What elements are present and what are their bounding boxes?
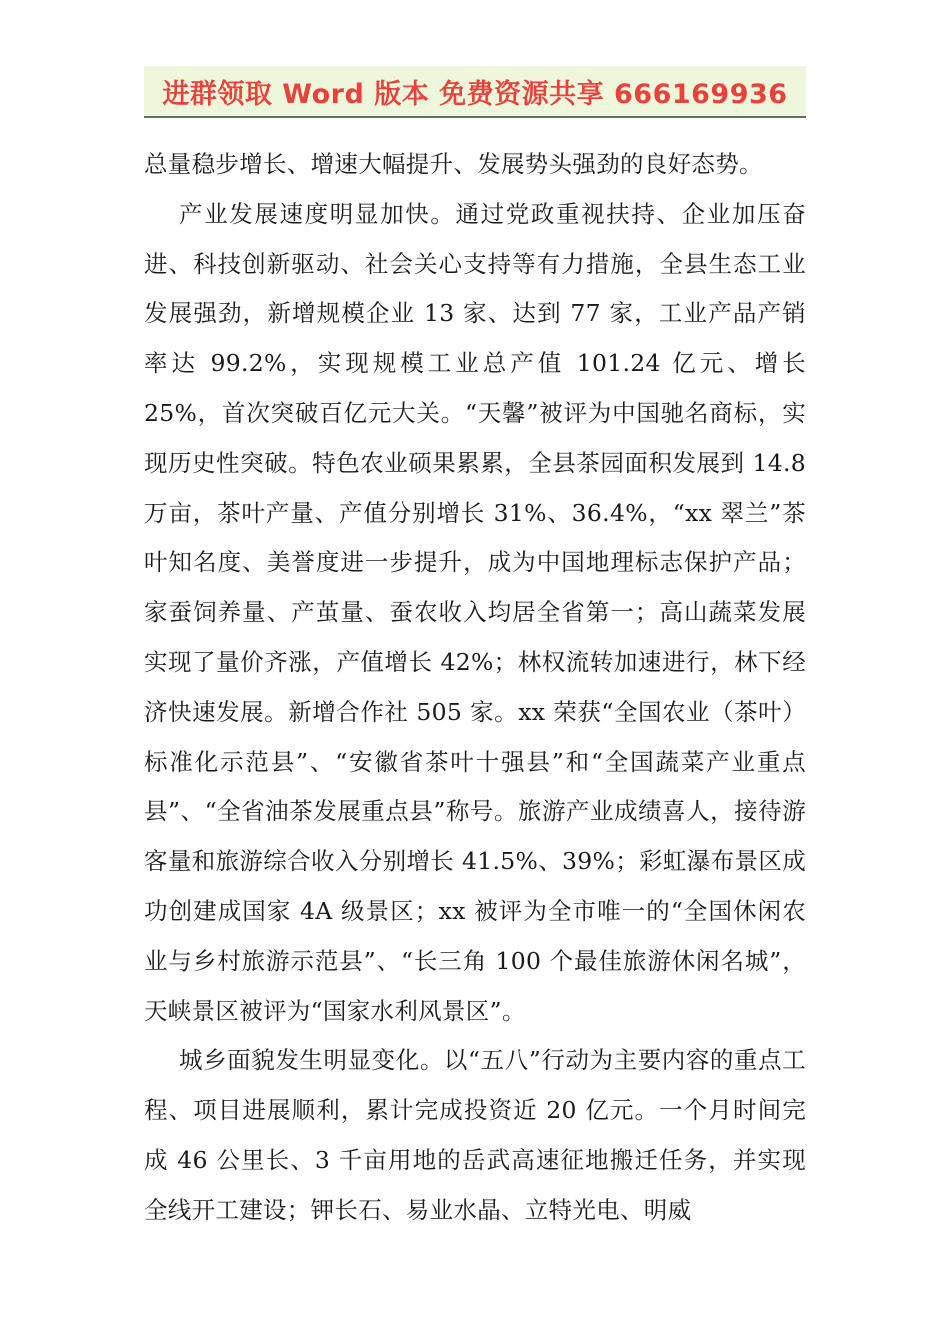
watermark-banner bbox=[144, 66, 806, 118]
paragraph-continuation: 总量稳步增长、增速大幅提升、发展势头强劲的良好态势。 bbox=[144, 150, 763, 178]
paragraph-urban-rural-change: 城乡面貌发生明显变化。以“五八”行动为主要内容的重点工程、项目进展顺利，累计完成投资近 20 亿元。一个月时间完成 46 公里长、3 千亩用地的岳武高速征地搬迁任务，并实现全线开工建设；钾长石、易业水晶、立特光电、明威 bbox=[144, 1046, 806, 1224]
document-body bbox=[144, 140, 806, 1236]
banner-text: 进群领取 Word 版本 免费资源共享 666169936 bbox=[162, 78, 788, 110]
paragraph-industry-development: 产业发展速度明显加快。通过党政重视扶持、企业加压奋进、科技创新驱动、社会关心支持等有力措施，全县生态工业发展强劲，新增规模企业 13 家、达到 77 家，工业产品产销率达 99.2%，实现规模工业总产值 101.24 亿元、增长 25%，首次突破百亿元大关。“天馨”被评为中国驰名商标，实现历史性突破。特色农业硕果累累，全县茶园面积发展到 14.8 万亩，茶叶产量、产值分别增长 31%、36.4%，“xx 翠兰”茶叶知名度、美誉度进一步提升，成为中国地理标志保护产品；家蚕饲养量、产茧量、蚕农收入均居全省第一；高山蔬菜发展实现了量价齐涨，产值增长 42%；林权流转加速进行，林下经济快速发展。新增合作社 505 家。xx 荣获“全国农业（茶叶）标准化示范县”、“安徽省茶叶十强县”和“全国蔬菜产业重点县”、“全省油茶发展重点县”称号。旅游产业成绩喜人，接待游客量和旅游综合收入分别增长 41.5%、39%；彩虹瀑布景区成功创建成国家 4A 级景区；xx 被评为全市唯一的“全国休闲农业与乡村旅游示范县”、“长三角 100 个最佳旅游休闲名城”，天峡景区被评为“国家水利风景区”。 bbox=[144, 199, 806, 1025]
